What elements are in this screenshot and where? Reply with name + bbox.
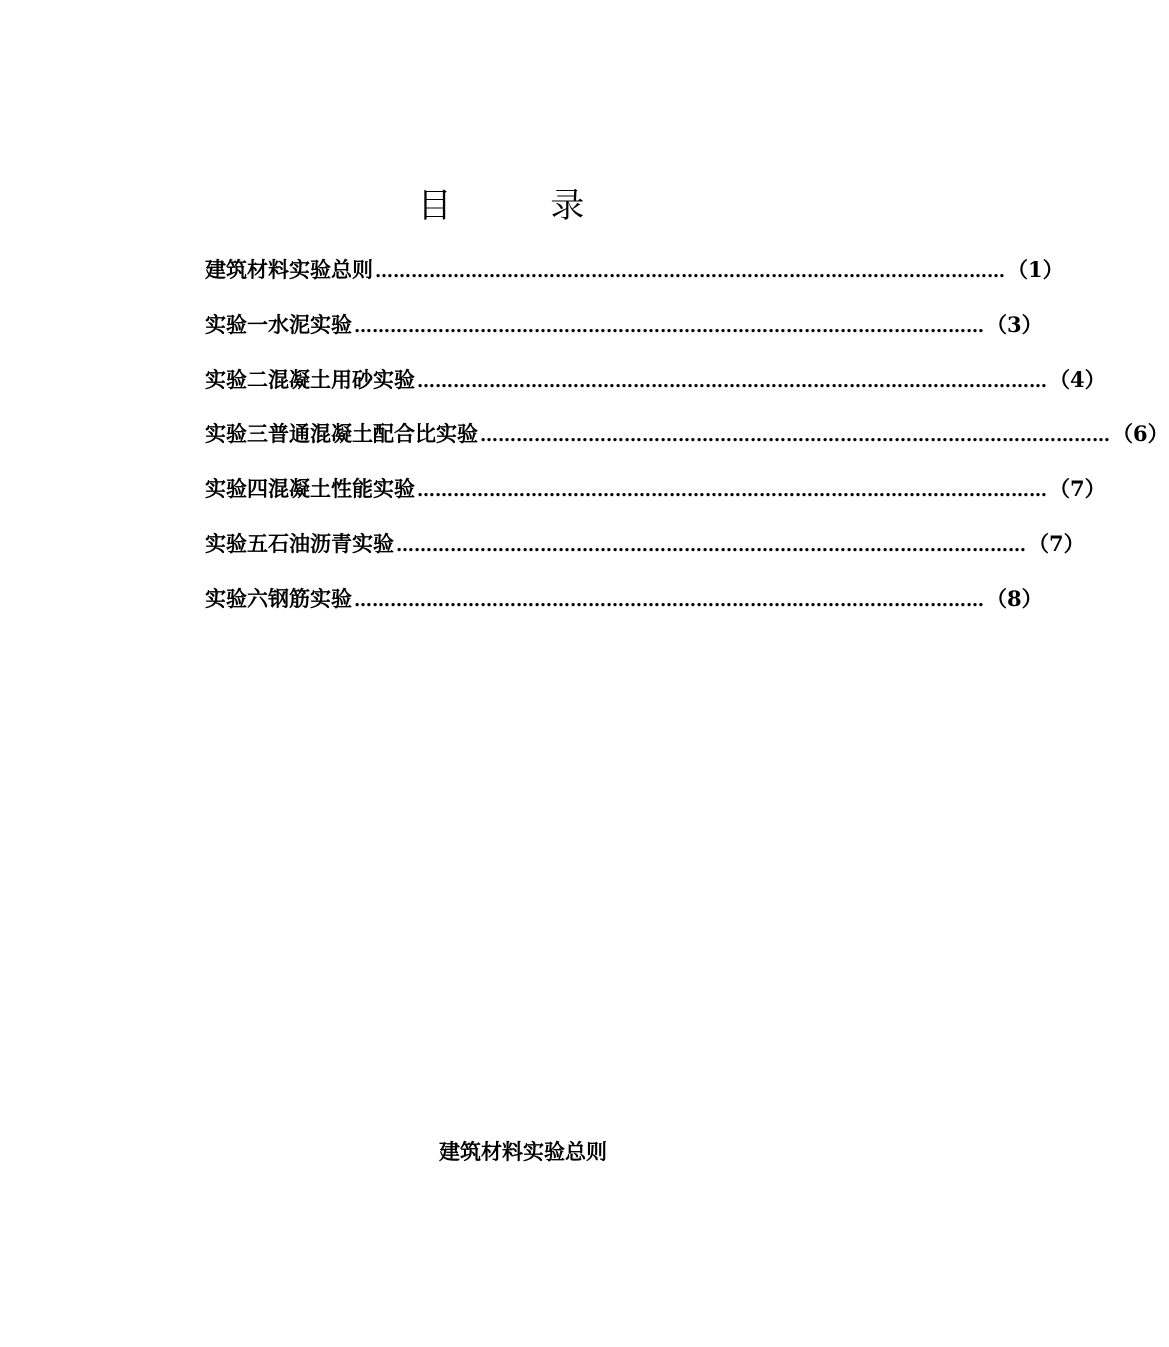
toc-leader-dots: …………………………………………………………………………………………… <box>417 370 1047 392</box>
toc-entry-experiment-5[interactable] <box>205 526 1085 581</box>
toc-leader-dots: …………………………………………………………………………………………… <box>396 534 1026 556</box>
toc-title: 目 录 <box>417 186 629 226</box>
toc-entry-experiment-3[interactable] <box>205 416 1169 471</box>
toc-entry-title: 普通混凝土配合比实验 <box>268 421 478 447</box>
toc-entry-general[interactable] <box>205 252 1064 307</box>
toc-entry-experiment-1[interactable] <box>205 307 1043 362</box>
toc-entry-number: 实验三 <box>205 421 268 447</box>
toc-entry-experiment-2[interactable] <box>205 362 1106 417</box>
toc-entry-page: （7） <box>1028 530 1085 556</box>
toc-leader-dots: …………………………………………………………………………………………… <box>354 315 984 337</box>
toc-entry-number: 实验五 <box>205 530 268 556</box>
toc-entry-page: （8） <box>986 585 1043 611</box>
toc-entry-page: （6） <box>1112 421 1169 447</box>
toc-entry-number: 实验二 <box>205 366 268 392</box>
toc-entry-page: （4） <box>1049 366 1106 392</box>
toc-entry-title: 水泥实验 <box>268 311 352 337</box>
toc-entry-number: 实验四 <box>205 476 268 502</box>
toc-entry-page: （3） <box>986 311 1043 337</box>
toc-entry-number: 实验六 <box>205 585 268 611</box>
toc-entry-page: （7） <box>1049 476 1106 502</box>
toc-leader-dots: …………………………………………………………………………………………… <box>375 261 1005 282</box>
toc-entry-experiment-4[interactable] <box>205 471 1106 526</box>
toc-entry-title: 钢筋实验 <box>268 585 352 611</box>
toc-leader-dots: …………………………………………………………………………………………… <box>417 480 1047 502</box>
section-heading: 建筑材料实验总则 <box>439 1139 607 1164</box>
toc-leader-dots: …………………………………………………………………………………………… <box>480 425 1110 447</box>
toc-entry-page: （1） <box>1007 257 1064 282</box>
toc-entry-number: 实验一 <box>205 311 268 337</box>
toc-entry-title: 建筑材料实验总则 <box>205 257 373 282</box>
toc-leader-dots: …………………………………………………………………………………………… <box>354 589 984 611</box>
toc-entry-title: 混凝土用砂实验 <box>268 366 415 392</box>
toc-entry-title: 混凝土性能实验 <box>268 476 415 502</box>
toc-entry-experiment-6[interactable] <box>205 581 1043 636</box>
toc-list <box>205 252 1169 636</box>
toc-entry-title: 石油沥青实验 <box>268 530 394 556</box>
